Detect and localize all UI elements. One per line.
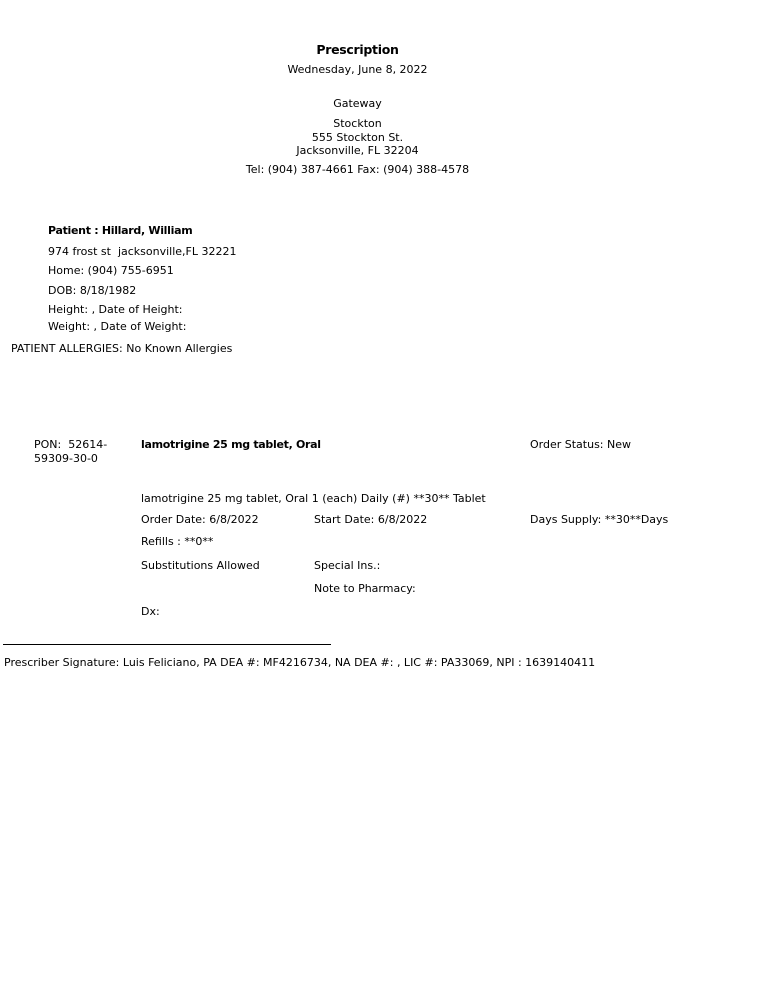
dx-label: Dx: xyxy=(141,605,160,618)
clinic-location: Stockton xyxy=(333,117,382,130)
patient-height: Height: , Date of Height: xyxy=(48,303,183,316)
patient-home-phone: Home: (904) 755-6951 xyxy=(48,264,174,277)
special-instructions-label: Special Ins.: xyxy=(314,559,381,572)
order-date: Order Date: 6/8/2022 xyxy=(141,513,259,526)
medication-sig: lamotrigine 25 mg tablet, Oral 1 (each) Daily (#) **30** Tablet xyxy=(141,492,486,505)
patient-label: Patient : xyxy=(48,224,99,237)
clinic-street: 555 Stockton St. xyxy=(311,131,404,144)
clinic-tel-fax: Tel: (904) 387-4661 Fax: (904) 388-4578 xyxy=(245,163,470,176)
order-status: Order Status: New xyxy=(530,438,632,451)
signature-rule xyxy=(3,644,331,645)
prescriber-signature-line: Prescriber Signature: Luis Feliciano, PA DEA #: MF4216734, NA DEA #: , LIC #: PA33069, NPI : 1639140411 xyxy=(4,656,596,669)
refills: Refills : **0** xyxy=(141,535,214,548)
medication-name: lamotrigine 25 mg tablet, Oral xyxy=(141,438,321,451)
clinic-name: Gateway xyxy=(333,97,382,110)
page-title: Prescription xyxy=(316,42,399,57)
patient-allergies: PATIENT ALLERGIES: No Known Allergies xyxy=(11,342,233,355)
patient-address: 974 frost st jacksonville,FL 32221 xyxy=(48,245,237,258)
document-date: Wednesday, June 8, 2022 xyxy=(287,63,428,76)
patient-line xyxy=(48,224,192,238)
substitutions: Substitutions Allowed xyxy=(141,559,260,572)
patient-weight: Weight: , Date of Weight: xyxy=(48,320,187,333)
start-date: Start Date: 6/8/2022 xyxy=(314,513,428,526)
patient-dob: DOB: 8/18/1982 xyxy=(48,284,137,297)
clinic-city-state-zip: Jacksonville, FL 32204 xyxy=(296,144,419,157)
patient-name: Hillard, William xyxy=(101,224,193,237)
prescription-order-number: PON: 52614-59309-30-0 xyxy=(34,438,108,465)
days-supply: Days Supply: **30**Days xyxy=(530,513,669,526)
note-to-pharmacy-label: Note to Pharmacy: xyxy=(314,582,416,595)
